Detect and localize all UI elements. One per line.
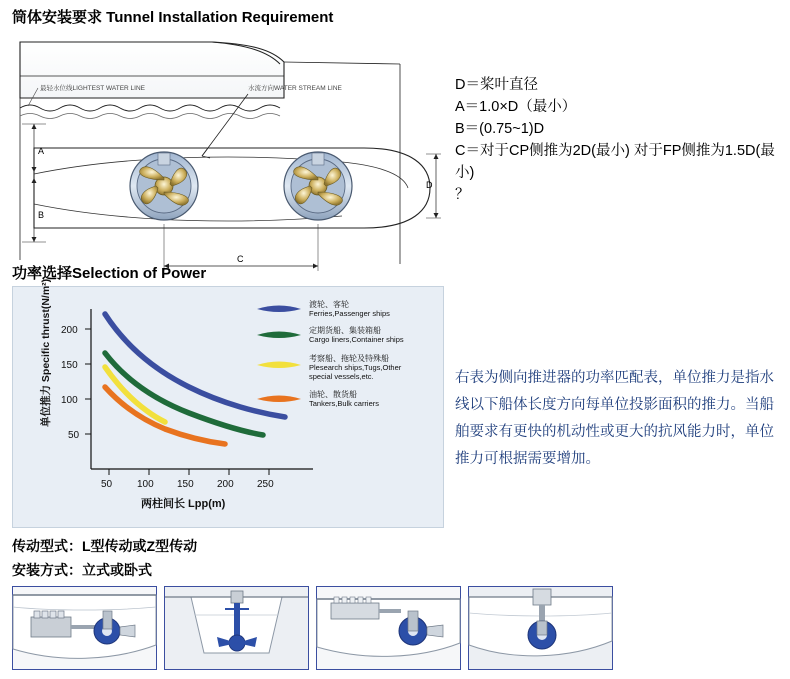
x-tick-100: 100 [137,479,154,490]
x-tick-50: 50 [101,479,113,490]
legend-label-cargo-cn: 定期货船、集装箱船 [309,326,381,335]
label-lightest-water-line: 最轻水位线LIGHTEST WATER LINE [40,85,145,92]
tunnel-note-5: 小) [455,165,475,181]
tunnel-note-1: D＝桨叶直径 [455,77,538,93]
legend-label-ferries-en: Ferries,Passenger ships [309,309,390,318]
page-title-power: 功率选择Selection of Power [12,265,207,282]
tunnel-note-2: A＝1.0×D（最小） [455,99,577,115]
photo-vertical-motor-tunnel [468,586,613,670]
photo-l-drive-engine-room [316,586,461,670]
legend-label-cargo-en: Cargo liners,Container ships [309,335,404,344]
chart-description-text: 右表为侧向推进器的功率匹配表，单位推力是指水线以下船体长度方向每单位投影面积的推力。当船舶要求有更快的机动性或更大的抗风能力时，单位推力可根据需要增加。 [455,370,774,467]
x-tick-200: 200 [217,479,234,490]
tunnel-note-4: C＝对于CP侧推为2D(最小) 对于FP侧推为1.5D(最 [455,143,775,159]
y-tick-200: 200 [61,325,78,336]
tunnel-note-6: ？ [455,187,470,203]
install-type-label: 安装方式：立式或卧式 [12,562,152,578]
tunnel-installation-diagram [12,28,442,264]
photo-l-drive-horizontal [12,586,157,670]
dimension-label-a: A [38,146,45,156]
y-tick-50: 50 [68,430,80,441]
legend-label-research-en: Plesearch ships,Tugs,Other [309,363,402,372]
legend-label-tankers-en: Tankers,Bulk carriers [309,399,380,408]
dimension-label-c: C [237,254,244,264]
tunnel-note-3: B＝(0.75~1)D [455,121,545,137]
drive-type-label: 传动型式：L型传动或Z型传动 [12,538,198,554]
legend-label-tankers-cn: 油轮、散货船 [309,390,357,399]
legend-label-research-cn: 考察船、拖轮及特殊船 [309,354,389,363]
dimension-label-b: B [38,210,45,220]
y-tick-100: 100 [61,395,78,406]
x-axis-label: 两柱间长 Lpp(m) [141,498,226,510]
installation-photo-row [12,586,782,670]
label-water-stream-line: 水流方向WATER STREAM LINE [248,85,342,92]
specific-thrust-chart [12,278,444,528]
legend-label-research-en2: special vessels,etc. [309,372,374,381]
x-tick-250: 250 [257,479,274,490]
legend-label-ferries-cn: 渡轮、客轮 [309,300,349,309]
tunnel-notes-list [455,74,780,206]
y-tick-150: 150 [61,360,78,371]
dimension-label-d: D [426,180,433,190]
x-tick-150: 150 [177,479,194,490]
y-axis-label: 单位推力 Specific thrust(N/m²) [40,278,52,427]
page-title-tunnel: 筒体安装要求 Tunnel Installation Requirement [12,9,334,26]
photo-z-drive-vertical [164,586,309,670]
